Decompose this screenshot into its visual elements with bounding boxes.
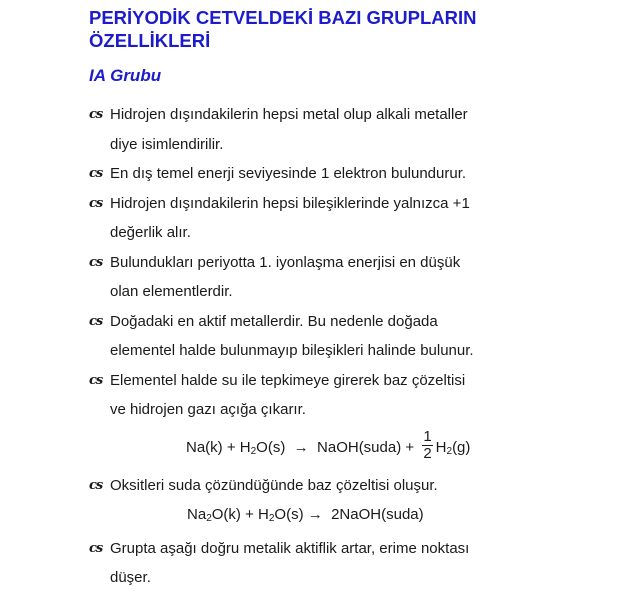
item-text-continued: ve hidrojen gazı açığa çıkarır. (110, 401, 306, 418)
eq-term: (g) (452, 438, 471, 456)
page-title: PERİYODİK CETVELDEKİ BAZI GRUPLARIN ÖZELLİKLERİ (89, 7, 477, 51)
bullet-icon: cs (89, 107, 103, 122)
eq-subscript: 2 (206, 513, 212, 524)
bullet-icon: cs (89, 166, 103, 181)
property-list (89, 100, 609, 593)
reaction-equation-sodium-oxide-water (89, 500, 609, 534)
bullet-icon: cs (89, 313, 103, 329)
list-item (89, 189, 609, 248)
item-text-continued: elementel halde bulunmayıp bileşikleri halinde bulunur. (110, 342, 474, 359)
reaction-equation-sodium-water (89, 425, 609, 471)
item-text-continued: değerlik alır. (110, 224, 191, 241)
eq-term: O(k) + H (211, 506, 269, 523)
section-subtitle: IA Grubu (89, 66, 162, 85)
item-text: Hidrojen dışındakilerin hepsi bileşiklerinde yalnızca +1 (110, 194, 470, 212)
eq-term: H (435, 438, 447, 456)
reaction-arrow-icon: → (293, 438, 309, 456)
item-text: Grupta aşağı doğru metalik aktiflik artar, erime noktası (110, 539, 470, 557)
item-text: Elementel halde su ile tepkimeye girerek baz çözeltisi (110, 371, 466, 389)
eq-subscript: 2 (268, 513, 275, 524)
list-item (89, 248, 609, 307)
list-item (89, 100, 609, 159)
item-text: Doğadaki en aktif metallerdir. Bu nedenle doğada (110, 312, 438, 330)
fraction-one-half (422, 429, 432, 462)
list-item (89, 159, 609, 189)
bullet-icon: cs (89, 540, 103, 556)
list-item (89, 307, 609, 366)
fraction-numerator: 1 (423, 428, 432, 446)
list-item (89, 471, 609, 501)
item-text: Oksitleri suda çözündüğünde baz çözeltisi oluşur. (110, 476, 438, 494)
eq-term: Na (187, 506, 207, 523)
item-text-continued: olan elementlerdir. (110, 283, 233, 300)
eq-term: 2NaOH(suda) (331, 506, 424, 523)
item-text-continued: diye isimlendirilir. (110, 135, 224, 153)
eq-term: Na(k) + H (186, 438, 251, 456)
bullet-icon: cs (89, 477, 103, 493)
list-item (89, 534, 609, 593)
item-text: En dış temel enerji seviyesinde 1 elektron bulundurur. (110, 165, 467, 182)
fraction-denominator: 2 (423, 445, 432, 463)
item-text: Bulundukları periyotta 1. iyonlaşma enerjisi en düşük (110, 253, 461, 271)
eq-term: O(s) (274, 506, 304, 523)
eq-term: O(s) (256, 438, 286, 456)
list-item (89, 366, 609, 425)
eq-term: NaOH(suda) + (317, 438, 415, 456)
eq-subscript: 2 (250, 445, 257, 457)
bullet-icon: cs (89, 372, 103, 388)
bullet-icon: cs (89, 195, 103, 211)
eq-subscript: 2 (446, 445, 453, 457)
item-text: Hidrojen dışındakilerin hepsi metal olup alkali metaller (110, 106, 468, 123)
bullet-icon: cs (89, 254, 103, 270)
reaction-arrow-icon: → (307, 506, 323, 523)
item-text-continued: düşer. (110, 569, 151, 586)
